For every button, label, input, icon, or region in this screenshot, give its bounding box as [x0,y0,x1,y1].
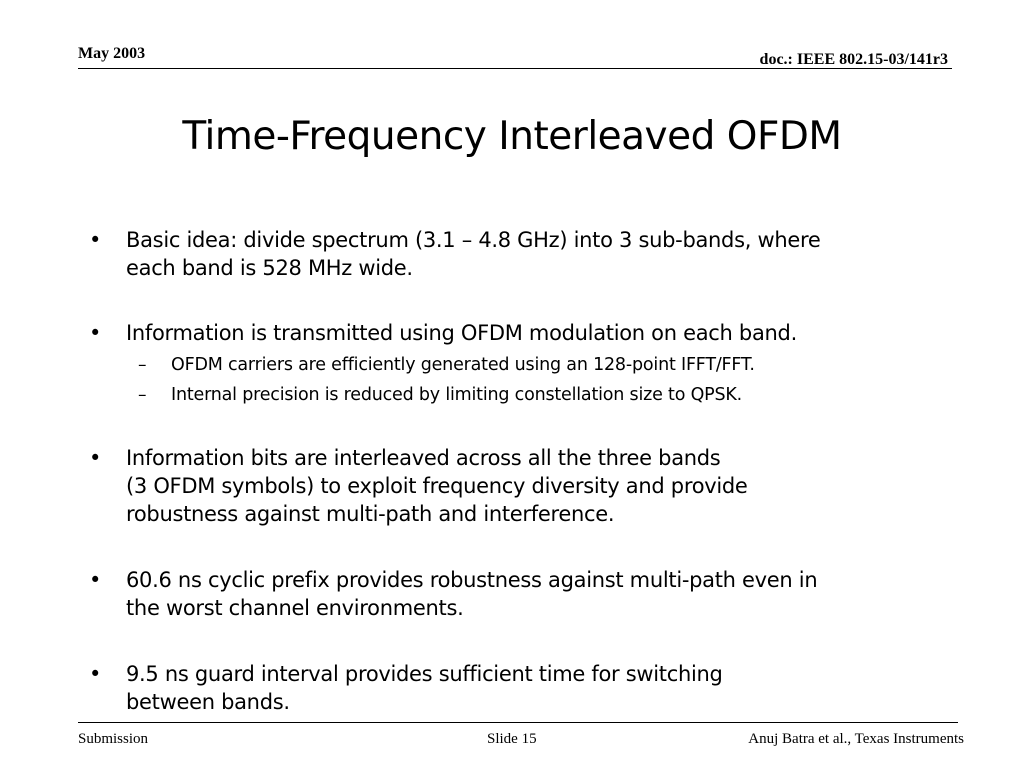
footer-rule [78,722,958,723]
bullet-line: between bands. [126,690,290,714]
bullet-item [126,319,946,347]
bullet-dot: • [89,321,102,345]
sub-dash: – [138,355,147,375]
header-doc-id: doc.: IEEE 802.15-03/141r3 [759,51,948,68]
bullet-dot: • [89,446,102,470]
bullet-line: 9.5 ns guard interval provides sufficient time for switching [126,662,723,686]
footer-submission: Submission [78,731,149,747]
bullet-line: Information is transmitted using OFDM modulation on each band. [126,321,797,345]
sub-bullet-item: Internal precision is reduced by limiting constellation size to QPSK. [171,385,743,405]
header-date: May 2003 [78,45,146,62]
bullet-line: Information bits are interleaved across all the three bands [126,446,721,470]
sub-bullet-item: OFDM carriers are efficiently generated using an 128-point IFFT/FFT. [171,355,755,375]
footer-slide-number: Slide 15 [487,731,537,747]
bullet-item [126,566,946,622]
slide-title: Time-Frequency Interleaved OFDM [182,114,842,159]
bullet-line: the worst channel environments. [126,596,464,620]
bullet-item [126,444,946,528]
sub-dash: – [138,385,147,405]
bullet-line: 60.6 ns cyclic prefix provides robustness against multi-path even in [126,568,818,592]
footer-author: Anuj Batra et al., Texas Instruments [748,731,964,747]
bullet-line: robustness against multi-path and interference. [126,502,615,526]
bullet-item [126,660,946,716]
bullet-line: each band is 528 MHz wide. [126,256,413,280]
bullet-line: Basic idea: divide spectrum (3.1 – 4.8 GHz) into 3 sub-bands, where [126,228,821,252]
bullet-line: (3 OFDM symbols) to exploit frequency diversity and provide [126,474,748,498]
bullet-dot: • [89,228,102,252]
bullet-item [126,226,946,282]
bullet-dot: • [89,662,102,686]
bullet-dot: • [89,568,102,592]
header-rule [78,68,952,69]
